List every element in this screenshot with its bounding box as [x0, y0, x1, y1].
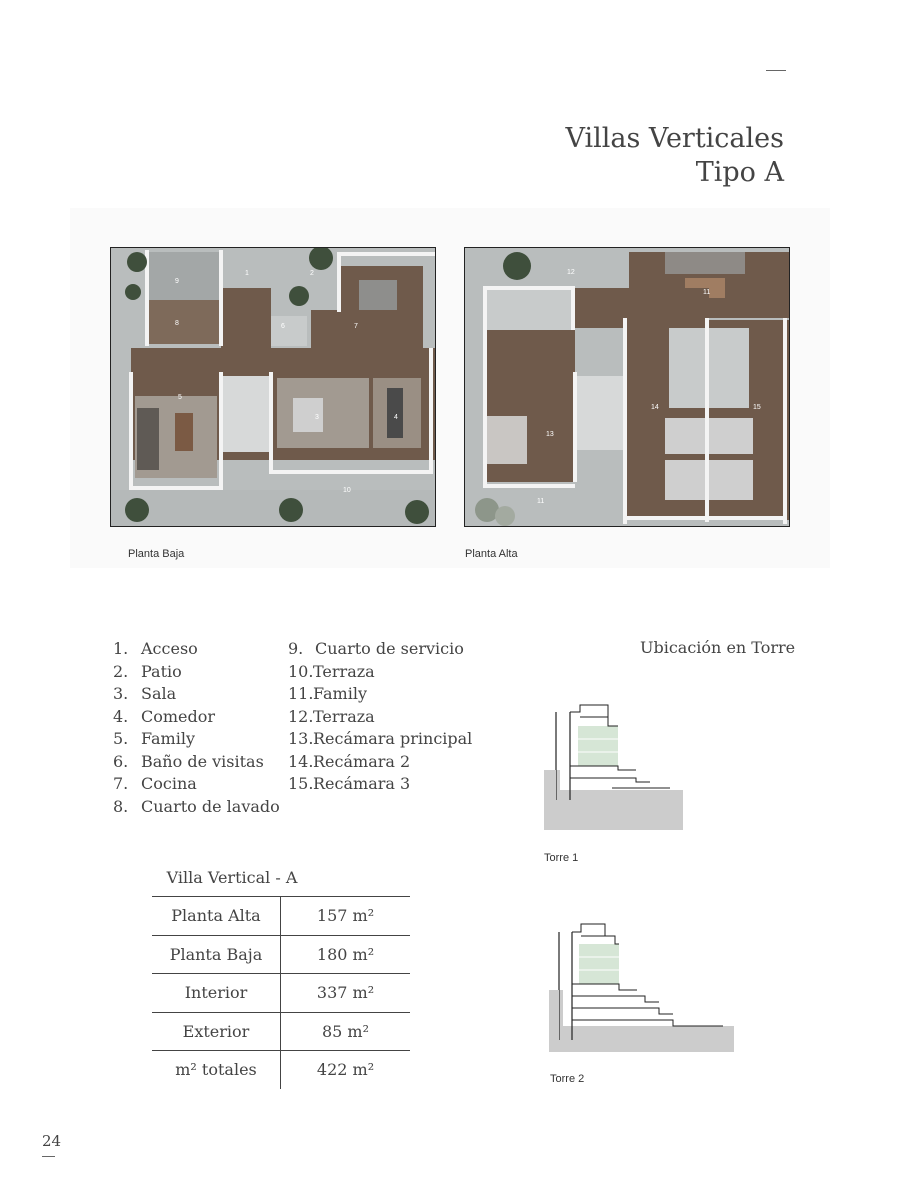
legend-item	[113, 638, 280, 661]
upper-floor-drawing	[465, 248, 789, 526]
title-line-2: Tipo A	[695, 157, 784, 188]
upper-floor-plan	[464, 247, 790, 527]
ground-floor-caption: Planta Baja	[128, 548, 185, 560]
legend-number: 9.	[288, 639, 304, 658]
legend-item	[288, 728, 472, 751]
table-row	[152, 974, 410, 1013]
upper-room-11-terrace: 11	[537, 498, 545, 505]
page-number: 24	[42, 1132, 62, 1150]
legend-number: 7.	[113, 774, 129, 793]
legend-item	[113, 773, 280, 796]
legend-label: Terraza	[313, 661, 375, 681]
upper-room-15: 15	[753, 404, 761, 411]
legend-label: Cuarto de servicio	[315, 639, 464, 658]
legend-number: 4.	[113, 706, 129, 726]
legend-item	[113, 796, 280, 819]
ground-room-3: 3	[315, 414, 319, 421]
tower-2-diagram	[545, 918, 740, 1062]
page-title	[565, 122, 784, 190]
legend-item	[113, 661, 280, 684]
legend-left	[113, 638, 280, 818]
legend-item	[288, 638, 472, 661]
area-label: Planta Baja	[152, 935, 281, 974]
table-row	[152, 1012, 410, 1051]
ground-floor-drawing	[111, 248, 435, 526]
ground-room-5: 5	[178, 394, 182, 401]
top-rule	[766, 70, 786, 71]
area-label: Exterior	[152, 1012, 281, 1051]
legend-number: 14.	[288, 751, 314, 771]
ground-room-10: 10	[343, 487, 351, 494]
legend-label: Sala	[141, 684, 177, 703]
legend-label: Family	[313, 684, 367, 703]
legend-item	[288, 751, 472, 774]
legend-number: 8.	[113, 796, 129, 816]
page-number-rule	[42, 1156, 55, 1157]
upper-floor-caption: Planta Alta	[465, 548, 518, 560]
area-label: Planta Alta	[152, 897, 281, 936]
area-value: 422 m²	[316, 1060, 375, 1080]
legend-item	[288, 706, 472, 729]
title-line-1: Villas Verticales	[565, 123, 784, 154]
ground-room-4: 4	[394, 414, 398, 421]
tower-2-svg	[545, 918, 740, 1058]
legend-label: Baño de visitas	[141, 751, 264, 771]
legend-item	[113, 728, 280, 751]
legend-label: Comedor	[141, 706, 216, 726]
legend-label: Cocina	[141, 774, 197, 793]
ground-room-2: 2	[310, 270, 314, 277]
legend-label: Terraza	[313, 706, 375, 726]
area-value: 337 m²	[281, 974, 411, 1013]
legend-label: Cuarto de lavado	[141, 796, 280, 816]
tower-1-caption: Torre 1	[544, 852, 579, 864]
legend-number: 10.	[288, 661, 314, 681]
legend-item	[113, 706, 280, 729]
ground-floor-plan	[110, 247, 436, 527]
legend-number: 6.	[113, 751, 129, 771]
legend-label: Recámara 3	[313, 774, 411, 793]
areas-title: Villa Vertical - A	[166, 868, 298, 887]
location-title: Ubicación en Torre	[640, 638, 796, 657]
ground-room-6: 6	[281, 323, 285, 330]
legend-number: 13.	[288, 729, 314, 748]
legend-item	[288, 773, 472, 796]
tower-2-caption: Torre 2	[550, 1073, 585, 1085]
table-row	[152, 897, 410, 936]
upper-room-12: 12	[567, 269, 575, 276]
areas-table	[152, 896, 410, 1089]
legend-item	[288, 683, 472, 706]
legend-item	[113, 683, 280, 706]
legend-label: Recámara principal	[313, 729, 473, 748]
area-label: m² totales	[152, 1051, 281, 1089]
legend-item	[113, 751, 280, 774]
legend-number: 11.	[288, 684, 314, 703]
area-label: Interior	[152, 974, 281, 1013]
legend-number: 12.	[288, 706, 314, 726]
ground-room-7: 7	[354, 323, 358, 330]
legend-number: 1.	[113, 639, 129, 658]
tower-1-diagram	[540, 700, 690, 839]
legend-label: Recámara 2	[313, 751, 411, 771]
ground-room-9: 9	[175, 278, 179, 285]
legend-number: 3.	[113, 684, 129, 703]
table-row	[152, 1051, 410, 1089]
upper-room-14: 14	[651, 404, 659, 411]
upper-room-13: 13	[546, 431, 554, 438]
ground-room-8: 8	[175, 320, 179, 327]
legend-label: Patio	[141, 661, 182, 681]
legend-label: Family	[141, 729, 195, 748]
legend-number: 5.	[113, 729, 129, 748]
legend-item	[288, 661, 472, 684]
table-row	[152, 935, 410, 974]
area-value: 157 m²	[281, 897, 411, 936]
legend-right	[288, 638, 472, 796]
area-value: 85 m²	[281, 1012, 411, 1051]
legend-number: 15.	[288, 774, 314, 793]
ground-room-1: 1	[245, 270, 249, 277]
upper-room-11: 11	[703, 289, 711, 296]
tower-1-svg	[540, 700, 690, 835]
legend-number: 2.	[113, 661, 129, 681]
legend-label: Acceso	[141, 639, 198, 658]
area-value: 180 m²	[281, 935, 411, 974]
